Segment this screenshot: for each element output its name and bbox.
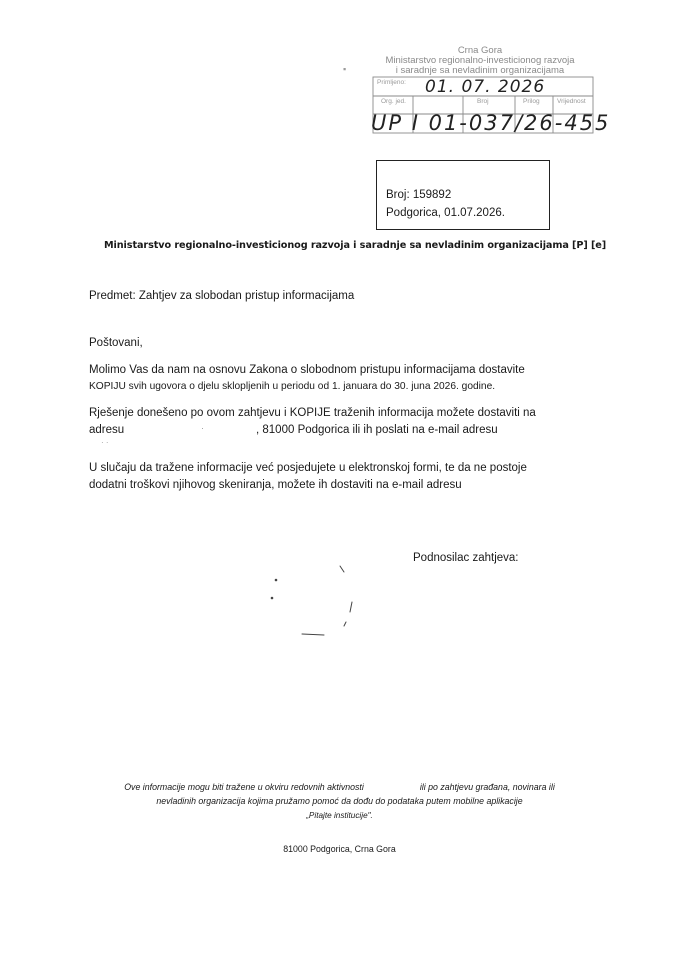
greeting: Poštovani, bbox=[89, 337, 143, 349]
redaction-mark: · bbox=[201, 423, 204, 433]
stamp-country: Crna Gora bbox=[457, 45, 503, 56]
paragraph-3-line-1: U slučaju da tražene informacije već posjedujete u elektronskoj formi, te da ne postoje bbox=[89, 462, 527, 474]
stamp-col-label: Broj bbox=[477, 98, 489, 105]
paragraph-2-line-2a: adresu bbox=[89, 424, 125, 436]
handwritten-received-date: 01. 07. 2026 bbox=[425, 77, 546, 97]
signature-remnant bbox=[262, 560, 372, 650]
scan-mark: ▪ bbox=[343, 64, 347, 74]
request-place-date: Podgorica, 01.07.2026. bbox=[386, 207, 505, 219]
paragraph-3-line-2: dodatni troškovi njihovog skeniranja, možete ih dostaviti na e-mail adresu bbox=[89, 479, 462, 491]
paragraph-2-line-2b: , 81000 Podgorica ili ih poslati na e-mail adresu bbox=[256, 424, 498, 436]
stamp-col-label: Prilog bbox=[523, 98, 540, 105]
request-number-box bbox=[376, 160, 550, 230]
footer-line-1a: Ove informacije mogu biti tražene u okviru redovnih aktivnosti bbox=[124, 782, 364, 792]
footer-line-2: nevladinih organizacija kojima pružamo pomoć da dođu do podataka putem mobilne aplikacije bbox=[156, 796, 523, 806]
footer-line-1b: ili po zahtjevu građana, novinara ili bbox=[419, 782, 555, 792]
subject-line: Predmet: Zahtjev za slobodan pristup informacijama bbox=[89, 290, 355, 302]
footer-address: 81000 Podgorica, Crna Gora bbox=[283, 844, 396, 854]
paragraph-1-line-1: Molimo Vas da nam na osnovu Zakona o slobodnom pristupu informacijama dostavite bbox=[89, 364, 525, 376]
request-number: Broj: 159892 bbox=[386, 189, 452, 201]
stamp-col-label: Vrijednost bbox=[557, 98, 586, 105]
footer-line-1 bbox=[0, 781, 679, 794]
stamp-received-label: Primljeno: bbox=[377, 79, 406, 86]
handwritten-registration-number: UP I 01-037/26-455 bbox=[371, 111, 611, 135]
stamp-ministry-line1: Ministarstvo regionalno-investicionog razvoja bbox=[385, 55, 575, 66]
paragraph-2-line-1: Rješenje donešeno po ovom zahtjevu i KOPIJE traženih informacija možete dostaviti na bbox=[89, 407, 536, 419]
redaction-mark: · · bbox=[101, 438, 109, 447]
applicant-label: Podnosilac zahtjeva: bbox=[413, 552, 519, 564]
stamp-col-label: Org. jed. bbox=[381, 98, 406, 105]
footer-line-3: „Pitajte institucije". bbox=[306, 811, 373, 820]
registration-stamp bbox=[365, 44, 611, 137]
addressee: Ministarstvo regionalno-investicionog razvoja i saradnje sa nevladinim organizacijama [P] [e] bbox=[104, 240, 607, 251]
stamp-ministry-line2: i saradnje sa nevladinim organizacijama bbox=[395, 65, 565, 76]
paragraph-1-line-2: KOPIJU svih ugovora o djelu sklopljenih u periodu od 1. januara do 30. juna 2026. godine. bbox=[89, 381, 496, 392]
